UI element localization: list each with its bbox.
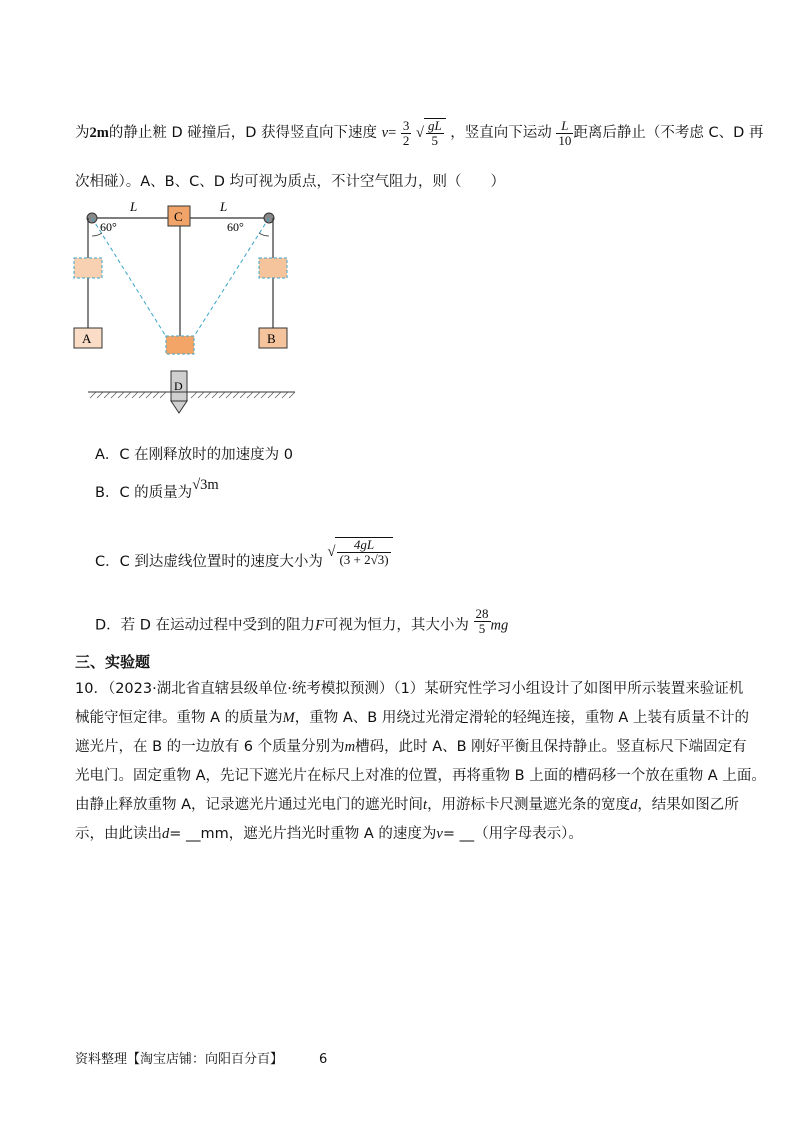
width-d: d	[162, 826, 170, 842]
text: 可视为恒力，其大小为	[323, 617, 469, 634]
B-label: B	[267, 331, 276, 346]
problem9-line1	[75, 118, 763, 148]
den: 2	[402, 132, 410, 148]
fraction-3-2	[401, 119, 412, 148]
block-A-ghost	[74, 258, 102, 278]
footer	[75, 1048, 327, 1067]
text: C．C 到达虚线位置时的速度大小为	[95, 554, 323, 570]
text: 遮光片，在 B 的一边放有 6 个质量分别为	[75, 739, 345, 755]
right-angle-arc	[259, 233, 269, 236]
problem10-line2	[75, 708, 749, 728]
sqrt-gl-5: √ $\frac{gL}{5}$	[416, 118, 446, 148]
option-a: A．C 在刚释放时的加速度为 0	[95, 447, 293, 463]
c-sqrt: √ $\frac{4gL}{(3 + 2√3)}$	[327, 537, 392, 567]
text: 为	[75, 125, 90, 141]
time-t: t	[423, 797, 428, 813]
problem10-line6	[75, 824, 583, 844]
text: ，重物 A、B 用绕过光滑定滑轮的轻绳连接，重物 A 上装有质量不计的	[294, 710, 749, 726]
problem9-line2: 次相碰）。A、B、C、D 均可视为质点，不计空气阻力，则（ ）	[75, 174, 506, 190]
velocity-var: v	[381, 125, 389, 141]
b-value: √3m	[192, 477, 219, 493]
den: 10	[558, 132, 572, 148]
text: 槽码，此时 A、B 刚好平衡且保持静止。竖直标尺下端固定有	[355, 739, 747, 755]
text: ，结果如图乙所	[637, 797, 739, 813]
width-d: d	[630, 797, 638, 813]
text: 示，由此读出	[75, 826, 162, 842]
text: 由静止释放重物 A，记录遮光片通过光电门的遮光时间	[75, 797, 424, 813]
text: 距离后静止（不考虑 C、D 再	[573, 125, 764, 141]
equals: =	[388, 125, 397, 141]
force-var: F	[315, 617, 324, 634]
angle-left-label: 60°	[100, 220, 117, 234]
D-label: D	[174, 379, 183, 393]
num: L	[556, 119, 573, 134]
text: D．若 D 在运动过程中受到的阻力	[95, 617, 316, 634]
velocity-v: v	[436, 826, 443, 842]
mass-value: 2m	[89, 125, 109, 141]
left-dashed-line	[92, 218, 167, 338]
text: 械能守恒定律。重物 A 的质量为	[75, 710, 283, 726]
den: 5	[431, 133, 439, 148]
text: = __mm，遮光片挡光时重物 A 的速度为	[169, 826, 437, 842]
ground-hatching	[90, 392, 295, 398]
text: = __（用字母表示）。	[442, 826, 583, 842]
footer-text: 资料整理【淘宝店铺：向阳百分百】	[75, 1052, 284, 1067]
den: 5	[478, 621, 486, 636]
problem10-line3	[75, 737, 747, 757]
den: (3 + 2√3)	[339, 552, 389, 567]
option-b	[95, 477, 219, 503]
fraction-28-5	[474, 607, 491, 636]
problem10-line1: 10．（2023·湖北省直辖县级单位·统考模拟预测）（1）某研究性学习小组设计了如图甲所示装置来验证机	[75, 681, 744, 697]
A-label: A	[82, 331, 92, 346]
text: ，竖直向下运动	[450, 125, 552, 141]
stake-tip	[171, 401, 187, 413]
num: 3	[402, 117, 410, 133]
mg: mg	[490, 617, 509, 634]
block-C-lower	[166, 336, 194, 354]
block-B-ghost	[259, 258, 287, 278]
text: 的静止粧 D 碰撞后，D 获得竖直向下速度	[108, 125, 378, 141]
text: B．C 的质量为	[95, 485, 193, 501]
pulley-figure	[70, 198, 370, 418]
num: gL	[427, 118, 442, 133]
problem10-line5	[75, 795, 739, 815]
L-right-label: L	[220, 199, 228, 214]
C-label: C	[174, 209, 183, 224]
mass-m: m	[344, 739, 356, 755]
L-left-label: L	[130, 199, 138, 214]
mass-M: M	[282, 710, 295, 726]
option-d	[95, 606, 509, 640]
num: 28	[475, 606, 489, 621]
right-dashed-line	[193, 218, 269, 338]
text: ，用游标卡尺测量遮光条的宽度	[427, 797, 631, 813]
fraction-L-10	[556, 119, 573, 148]
angle-right-label: 60°	[227, 220, 244, 234]
num: 4gL	[337, 538, 390, 553]
section-title: 三、实验题	[75, 653, 151, 671]
option-c	[95, 537, 393, 577]
page-number: 6	[319, 1052, 328, 1067]
problem10-line4: 光电门。固定重物 A，先记下遮光片在标尺上对准的位置，再将重物 B 上面的槽码移一个放在重物 A 上面。	[75, 768, 766, 784]
